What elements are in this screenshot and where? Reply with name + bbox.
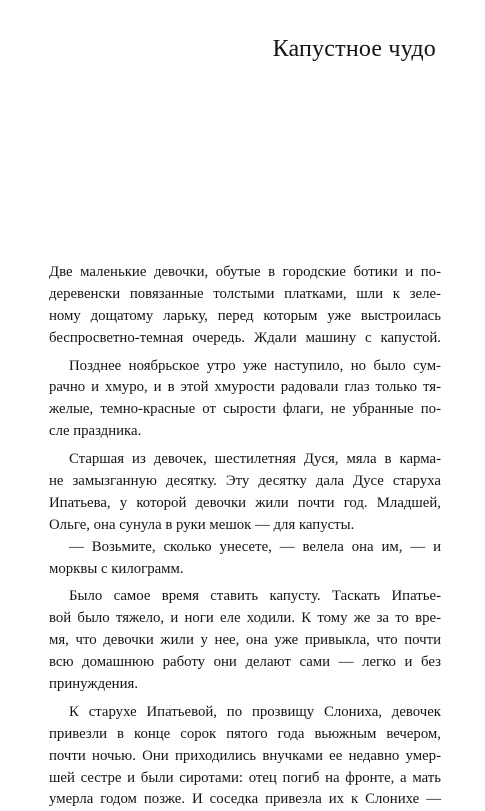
- paragraph-1: [49, 262, 441, 350]
- text-line: морквы с килограмм.: [49, 560, 184, 577]
- chapter-body: [49, 262, 441, 811]
- text-line: — Возьмите, сколько унесете, — велела она им, — и: [69, 538, 441, 555]
- text-line: Позднее ноябрьское утро уже наступило, но было сум-: [69, 357, 441, 374]
- text-line: шей сестре и были сиротами: отец погиб на фронте, а мать: [49, 769, 441, 786]
- text-line: почти ночью. Они приходились внучками ее недавно умер-: [49, 747, 441, 764]
- paragraph-5: [49, 586, 441, 695]
- text-line: сле праздника.: [49, 423, 142, 440]
- text-line: умерла годом позже. И соседка привезла их к Слонихе —: [49, 791, 441, 808]
- text-line: не замызганную десятку. Эту десятку дала Дусе старуха: [49, 473, 441, 490]
- text-line: желые, темно-красные от сырости флаги, не убранные по-: [49, 401, 441, 418]
- text-line: беспросветно-темная очередь. Ждали машину с капустой.: [49, 329, 441, 346]
- text-line: мя, что девочки жили у нее, она уже привыкла, что почти: [49, 632, 441, 649]
- text-line: деревенски повязанные толстыми платками, шли к зеле-: [49, 285, 441, 302]
- text-line: Было самое время ставить капусту. Таскать Ипатье-: [69, 588, 441, 605]
- chapter-title: Капустное чудо: [272, 36, 436, 62]
- text-line: вой было тяжело, и ноги еле ходили. К тому же за то вре-: [49, 610, 441, 627]
- text-line: Две маленькие девочки, обутые в городские ботики и по-: [49, 264, 441, 280]
- text-line: принуждения.: [49, 676, 139, 693]
- text-line: рачно и хмуро, и в этой хмурости радовали глаз только тя-: [49, 379, 441, 396]
- text-line: Ипатьева, у которой девочки жили почти год. Младшей,: [49, 494, 441, 511]
- paragraph-4: [49, 537, 441, 581]
- text-line: привезли в конце сорок пятого года вьюжным вечером,: [49, 725, 441, 742]
- text-line: Ольге, она сунула в руки мешок — для капусты.: [49, 516, 355, 533]
- text-line: всю домашнюю работу они делают сами — легко и без: [49, 654, 441, 671]
- text-line: ному дощатому ларьку, перед которым уже выстроилась: [49, 307, 441, 324]
- paragraph-6: [49, 702, 441, 811]
- paragraph-3: [49, 449, 441, 537]
- text-line: Старшая из девочек, шестилетняя Дуся, мяла в карма-: [69, 451, 441, 468]
- paragraph-2: [49, 356, 441, 444]
- text-line: К старухе Ипатьевой, по прозвищу Слониха, девочек: [69, 703, 441, 720]
